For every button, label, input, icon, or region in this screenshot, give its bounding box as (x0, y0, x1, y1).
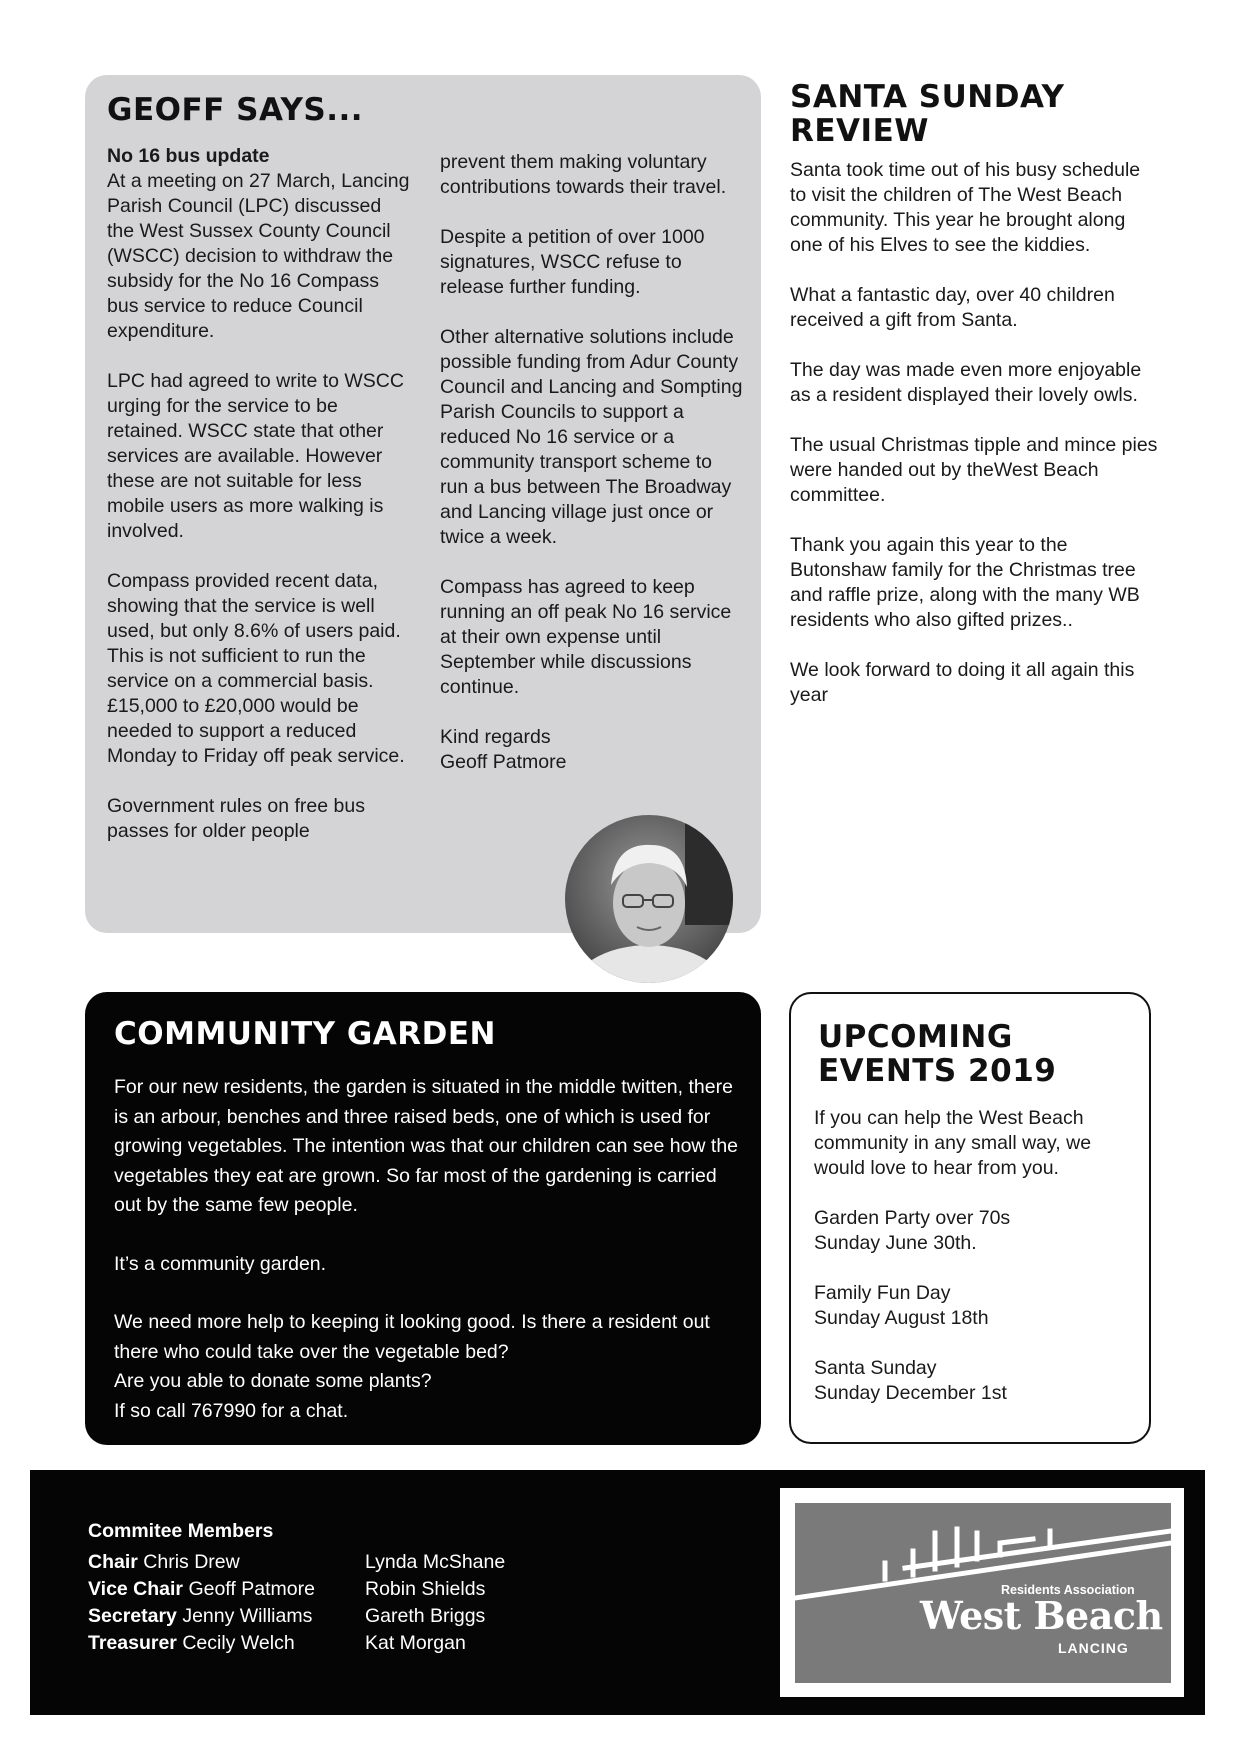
officer-role: Chair (88, 1551, 138, 1573)
event-date: Sunday December 1st (814, 1382, 1007, 1404)
santa-paragraph: The usual Christmas tipple and mince pies were handed out by theWest Beach committee. (790, 434, 1158, 506)
geoff-says-subtitle: No 16 bus update (107, 145, 270, 167)
committee-member: Lynda McShane (365, 1551, 506, 1573)
committee-officer (88, 1549, 315, 1576)
geoff-paragraph: Compass provided recent data, showing that the service is well used, but only 8.6% of users paid. This is not sufficient to run the service on a commercial basis. £15,000 to £20,000 would be needed to support a reduced Monday to Friday off peak service. (107, 570, 405, 767)
logo-place: LANCING (1058, 1640, 1129, 1656)
event-name: Garden Party over 70s (814, 1207, 1011, 1229)
committee-officer (88, 1576, 315, 1603)
geoff-paragraph: Government rules on free bus passes for older people (107, 795, 365, 842)
garden-contact-line: If so call 767990 for a chat. (114, 1399, 349, 1422)
geoff-says-title: GEOFF SAYS... (107, 92, 364, 128)
officer-role: Secretary (88, 1605, 177, 1627)
committee-heading: Commitee Members (88, 1520, 274, 1542)
geoff-portrait-photo (565, 815, 733, 983)
community-garden-body (114, 1073, 744, 1426)
committee-officers-list (88, 1549, 315, 1657)
santa-paragraph: Thank you again this year to the Butonshaw family for the Christmas tree and raffle prize, along with the many WB residents who also gifted prizes.. (790, 534, 1140, 631)
events-intro: If you can help the West Beach community in any small way, we would love to hear from you. (814, 1107, 1092, 1179)
officer-name: Cecily Welch (182, 1632, 295, 1654)
geoff-paragraph: prevent them making voluntary contributions towards their travel. (440, 151, 727, 198)
upcoming-events-body (814, 1106, 1134, 1406)
geoff-signoff: Kind regards (440, 726, 551, 748)
event-date: Sunday June 30th. (814, 1232, 977, 1254)
community-garden-title: COMMUNITY GARDEN (114, 1016, 496, 1052)
geoff-paragraph: At a meeting on 27 March, Lancing Parish Council (LPC) discussed the West Sussex County Council (WSCC) decision to withdraw the subsidy for the No 16 Compass bus service to reduce Council expenditure. (107, 170, 410, 342)
event-name: Family Fun Day (814, 1282, 951, 1304)
garden-line: We need more help to keeping it looking good. Is there a resident out there who could take over the vegetable bed? (114, 1311, 710, 1363)
santa-paragraph: Santa took time out of his busy schedule to visit the children of The West Beach community. This year he brought along one of his Elves to see the kiddies. (790, 159, 1141, 256)
geoff-signature-name: Geoff Patmore (440, 751, 567, 773)
santa-paragraph: The day was made even more enjoyable as a resident displayed their lovely owls. (790, 359, 1142, 406)
officer-role: Vice Chair (88, 1578, 184, 1600)
event-name: Santa Sunday (814, 1357, 937, 1379)
geoff-paragraph: Compass has agreed to keep running an off peak No 16 service at their own expense until September while discussions continue. (440, 576, 732, 698)
logo-name: West Beach (920, 1593, 1163, 1638)
officer-name: Geoff Patmore (188, 1578, 315, 1600)
santa-paragraph: What a fantastic day, over 40 children received a gift from Santa. (790, 284, 1115, 331)
geoff-paragraph: LPC had agreed to write to WSCC urging for the service to be retained. WSCC state that other services are available. However these are not suitable for less mobile users as more walking is involved. (107, 370, 404, 542)
event-date: Sunday August 18th (814, 1307, 989, 1329)
santa-sunday-title: SANTA SUNDAY REVIEW (790, 79, 1065, 149)
event-item (814, 1281, 1134, 1331)
officer-name: Chris Drew (143, 1551, 240, 1573)
committee-member: Gareth Briggs (365, 1605, 486, 1627)
committee-member: Robin Shields (365, 1578, 486, 1600)
garden-line: Are you able to donate some plants? (114, 1370, 432, 1392)
officer-role: Treasurer (88, 1632, 177, 1654)
geoff-paragraph: Other alternative solutions include possible funding from Adur County Council and Lancing and Sompting Parish Councils to support a reduced No 16 service or a community transport scheme to run a bus between The Broadway and Lancing village just once or twice a week. (440, 326, 743, 548)
garden-paragraph: It’s a community garden. (114, 1252, 327, 1275)
committee-officer (88, 1630, 315, 1657)
committee-members-list (365, 1549, 505, 1657)
event-item (814, 1356, 1134, 1406)
geoff-paragraph: Despite a petition of over 1000 signatures, WSCC refuse to release further funding. (440, 226, 705, 298)
upcoming-events-title: UPCOMING EVENTS 2019 (818, 1019, 1057, 1089)
officer-name: Jenny Williams (182, 1605, 313, 1627)
garden-paragraph: For our new residents, the garden is situated in the middle twitten, there is an arbour, benches and three raised beds, one of which is used for growing vegetables. The intention was that our children can see how the vegetables they eat are grown. So far most of the gardening is carried out by the same few people. (114, 1076, 739, 1216)
committee-member: Kat Morgan (365, 1632, 466, 1654)
geoff-says-column-2 (440, 150, 745, 775)
committee-officer (88, 1603, 315, 1630)
santa-paragraph: We look forward to doing it all again this year (790, 659, 1135, 706)
geoff-says-column-1 (107, 144, 412, 844)
logo-tagline: Residents Association (1001, 1583, 1135, 1597)
santa-sunday-body (790, 158, 1160, 708)
event-item (814, 1206, 1134, 1256)
